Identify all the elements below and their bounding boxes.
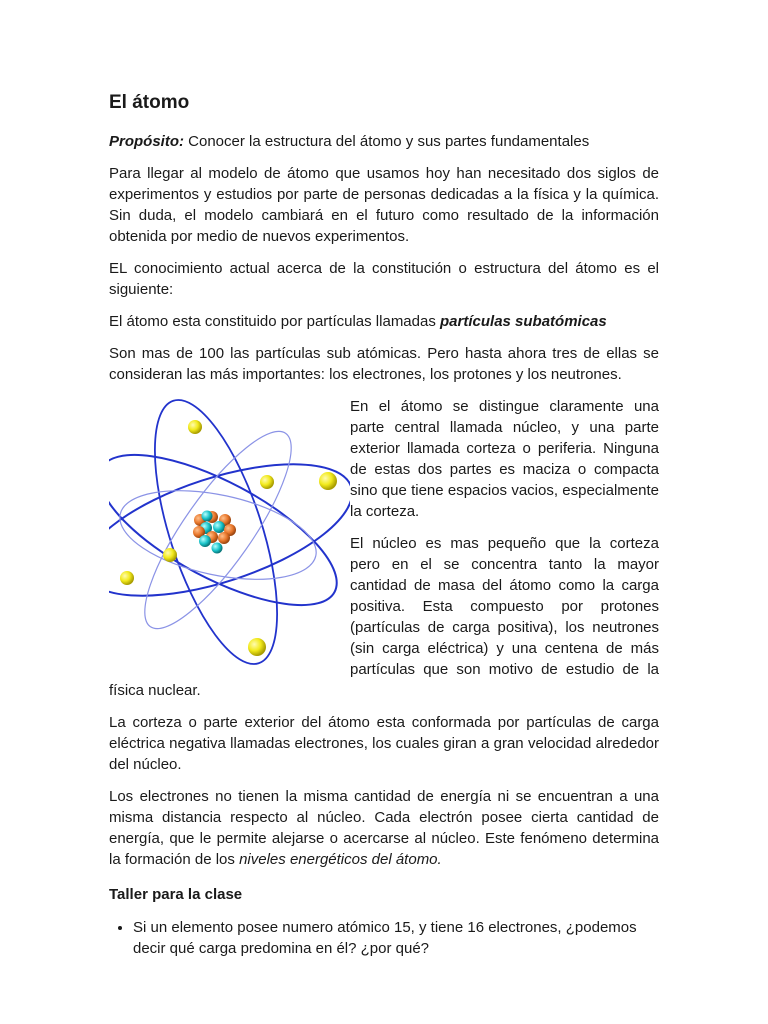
energy-text: Los electrones no tienen la misma cantidad de energía ni se encuentran a una misma distancia respecto al núcleo. Cada electrón posee cierta cantidad de energía, que le permite alejarse o acercarse al núcleo. Este fenómeno determina la formación de los (109, 788, 659, 868)
paragraph-electrons: La corteza o parte exterior del átomo esta conformada por partículas de carga eléctrica negativa llamadas electrones, los cuales giran a gran velocidad alrededor del núcleo. (109, 714, 659, 773)
paragraph-subatomic (109, 311, 659, 332)
purpose-paragraph (109, 131, 659, 152)
purpose-text: Conocer la estructura del átomo y sus partes fundamentales (184, 133, 590, 150)
workshop-list (109, 917, 659, 959)
paragraph-particles: Son mas de 100 las partículas sub atómicas. Pero hasta ahora tres de ellas se consideran las más importantes: los electrones, los protones y los neutrones. (109, 345, 659, 383)
paragraph-nucleus-mass: El núcleo es mas pequeño que la corteza pero en el se concentra tanto la mayor cantidad de masa del átomo como la carga positiva. Esta compuesto por protones (partículas de carga positiva), los neutrones (sin carga eléctrica) y una centena de más partículas que son motivo de estudio de la física nuclear. (109, 535, 659, 699)
purpose-label: Propósito: (109, 133, 184, 150)
paragraph-current-knowledge: EL conocimiento actual acerca de la constitución o estructura del átomo es el siguiente: (109, 260, 659, 298)
subatomic-text: El átomo esta constituido por partículas llamadas (109, 313, 441, 330)
document-page (109, 90, 659, 959)
paragraph-history: Para llegar al modelo de átomo que usamos hoy han necesitado dos siglos de experimentos y estudios por parte de personas dedicadas a la física y la química. Sin duda, el modelo cambiará en el futuro como resultado de la información obtenida por medio de nuevos experimentos. (109, 165, 659, 245)
page-title: El átomo (109, 92, 190, 113)
figure-block (109, 396, 659, 712)
paragraph-energy-levels (109, 786, 659, 870)
energy-emphasis: niveles energéticos del átomo. (239, 851, 442, 868)
workshop-heading: Taller para la clase (109, 886, 243, 903)
nucleus-icon (193, 511, 236, 554)
paragraph-nucleus-cortex: En el átomo se distingue claramente una parte central llamada núcleo, y una parte exterior llamada corteza o periferia. Ninguna de estas dos partes es maciza o compacta sino que tiene espacios vacios, especialmente la corteza. (350, 398, 659, 520)
atom-illustration-icon (109, 396, 350, 680)
list-item: • Si un elemento posee numero atómico 15, y tiene 16 electrones, ¿podemos decir qué carga predomina en él? ¿por qué? (133, 917, 659, 959)
subatomic-emphasis: partículas subatómicas (440, 313, 607, 330)
